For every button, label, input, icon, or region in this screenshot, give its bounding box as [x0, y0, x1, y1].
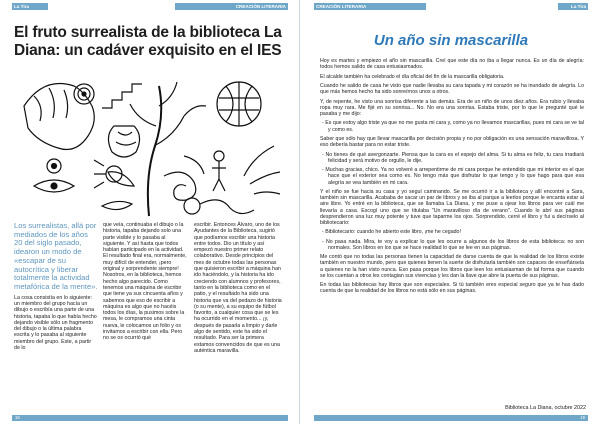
dialogue-line: - Bibliotecario: cuando he abierto este libro, ¡me he cegado!	[322, 229, 461, 236]
right-page	[300, 0, 600, 424]
page-number-right: 19	[314, 415, 588, 421]
lead-paragraph: Los surrealistas, allá por mediados de los años 20 del siglo pasado, idearon un modo de «escapar de su autocrítica y liberar totalmente la actividad metafórica de la mente».	[14, 221, 98, 291]
dialogue-line: - No tienes de qué avergonzarte. Piensa que la cara es el espejo del alma. Si tu alma es feliz, tu cara irradiará felicidad y será motivo de orgullo, le dije.	[322, 151, 584, 164]
body-text-col1: La cosa consistía en lo siguiente: un miembro del grupo hacía un dibujo o escribía una parte de una historia, tapaba lo que había hecho dejando visible sólo un fragmento del dibujo o la última palabra escrita y lo pasaba al siguiente miembro del grupo. Este, a partir de lo	[14, 294, 97, 351]
body-text-col3: escribir. Entonces Álvaro, uno de los Ayudantes de la Biblioteca, sugirió que podíamos escribir una historia entre todos. Dio un título y así empezó nuestro primer relato colaborativo. Desde principios del mes de octubre todas las personas que quisieron escribir a máquina han ido haciéndolo, y la historia ha ido creciendo con alumnos y profesores, tanto en la biblioteca como en el patio, y el resultado ha sido una historia que va del pedazo de historia (o su mente), a su equipo de fútbol favorito, a cualquier cosa que se les ha ocurrido en el momento... ¡y, después de pasarla a limpio y darle algo de sentido, este ha sido el resultado. Para ser la primera estamos convencidos de que es una auténtica maravilla.	[194, 222, 282, 354]
column-1	[14, 222, 98, 351]
header-section: CREACIÓN LITERARIA	[314, 3, 426, 10]
paragraph: Y el niño se fue hacia su casa y yo seguí caminando. Se me ocurrió ir a la biblioteca y allí encontré a Sara, también sin mascarilla. Acababa de sacar un par de libros y se iba al parque a leerlos porque le encanta estar al aire libre. Yo entré en la biblioteca, que se llamaba La Diana, y me puse a ojear los libros para ver cuál me llevaría a casa. Escogí uno que se titulaba "Un maravilloso día de verano". Cuando lo abrí sus páginas desprendieron una luz muy potente y tuve que taparme los ojos. Sorprendido, cerré el libro y fui a decírselo al bibliotecario:	[320, 189, 584, 226]
page-number-left: 18	[12, 415, 288, 421]
paragraph: En todas las bibliotecas hay libros que son especiales. Si tú también eres especial seguro que ya te has dado cuenta de que la realidad de los libros no está sólo en sus páginas.	[320, 282, 584, 295]
signature: Biblioteca La Diana, octubre 2022	[505, 405, 586, 411]
paragraph: Saber que sólo hay que llevar mascarilla por decisión propia y no por obligación es una sensación maravillosa. Y eso debería bastar para no estar triste.	[320, 136, 584, 149]
article-title: El fruto surrealista de la biblioteca La Diana: un cadáver exquisito en el IES	[14, 24, 282, 59]
paragraph: Me contó que no todas las personas tienen la capacidad de darse cuenta de que la realidad de los libros existe también en nuestro mundo, pero que quienes tienen la suerte de disfrutarla también son capaces de enseñársela a quienes no la han visto nunca. Eso pasa porque los libros que leen los entusiasman de tal forma que cuando se los cuentan a otros les contagian sus vivencias y les dan la llave que abre la puerta de sus páginas.	[320, 254, 584, 279]
story-title: Un año sin mascarilla	[373, 32, 529, 49]
surrealist-drawing	[14, 66, 286, 218]
body-text-col2: que veía, continuaba el dibujo o la historia, tapaba dejando solo una parte visible y lo pasaba al siguiente. Y así hasta que todos habían participado en la actividad. El resultado final era, normalmente, muy difícil de entender, ¡pero original y sorprendente siempre! Nosotros, en la biblioteca, hemos hecho algo parecido. Como tenemos una máquina de escribir que tiene ya sus cincuenta años y sabemos que eso de escribir a máquina es algo que no hacéis todos los días, la pusimos sobre la mesa, le compramos una cinta nueva, le colocamos un folio y os invitamos a escribir con ella. Pero no se os ocurrió qué	[103, 222, 187, 342]
paragraph: Hoy es martes y empiezo el año sin mascarilla. Creí que este día no iba a llegar nunca. Es un día de alegría: todos hemos salido de casa entusiasmados.	[320, 58, 584, 71]
dialogue-line: - Muchas gracias, chico. Ya no volveré a arrepentirme de mi cara porque he entendido que mi interior es el que hace que el exterior sea como es. No tengo más que disfrutar lo que tengo y lo que hago para que esa alegría se vea también en mi cara.	[322, 167, 584, 186]
header-magazine-name: La Tira	[12, 3, 48, 10]
dialogue-line: - No pasa nada. Mira, te voy a explicar lo que les ocurre a algunos de los libros de esta biblioteca: no son normales. Son libros en los que se hace realidad lo que se lee en sus páginas.	[322, 238, 584, 251]
dialogue-line: - Es que estoy algo triste ya que no me gusta mi cara y, como ya no llevamos mascarillas, pues mi cara se ve tal y como es.	[322, 120, 584, 133]
paragraph: Cuando he salido de casa he visto que nadie llevaba su cara tapada y mi corazón se ha inundado de alegría. Lo que más hemos hecho ha sido sonreírnos unos a otros.	[320, 83, 584, 96]
column-3	[194, 222, 284, 354]
column-2	[103, 222, 188, 342]
paragraph: El alcalde también ha celebrado el día oficial del fin de la mascarilla obligatoria.	[320, 73, 505, 80]
header-section: CREACIÓN LITERARIA	[175, 3, 288, 10]
header-magazine-name: La Tira	[558, 3, 588, 10]
paragraph: Y, de repente, he visto una sonrisa diferente a las demás. Era de un niño de unos diez años. Era rubio y llevaba ropa muy rara. Me fijé en su sonrisa... No. No era una sonrisa. Estaba triste, por lo que le pregunté qué le pasaba y me dijo:	[320, 98, 584, 117]
story-body	[320, 58, 584, 298]
